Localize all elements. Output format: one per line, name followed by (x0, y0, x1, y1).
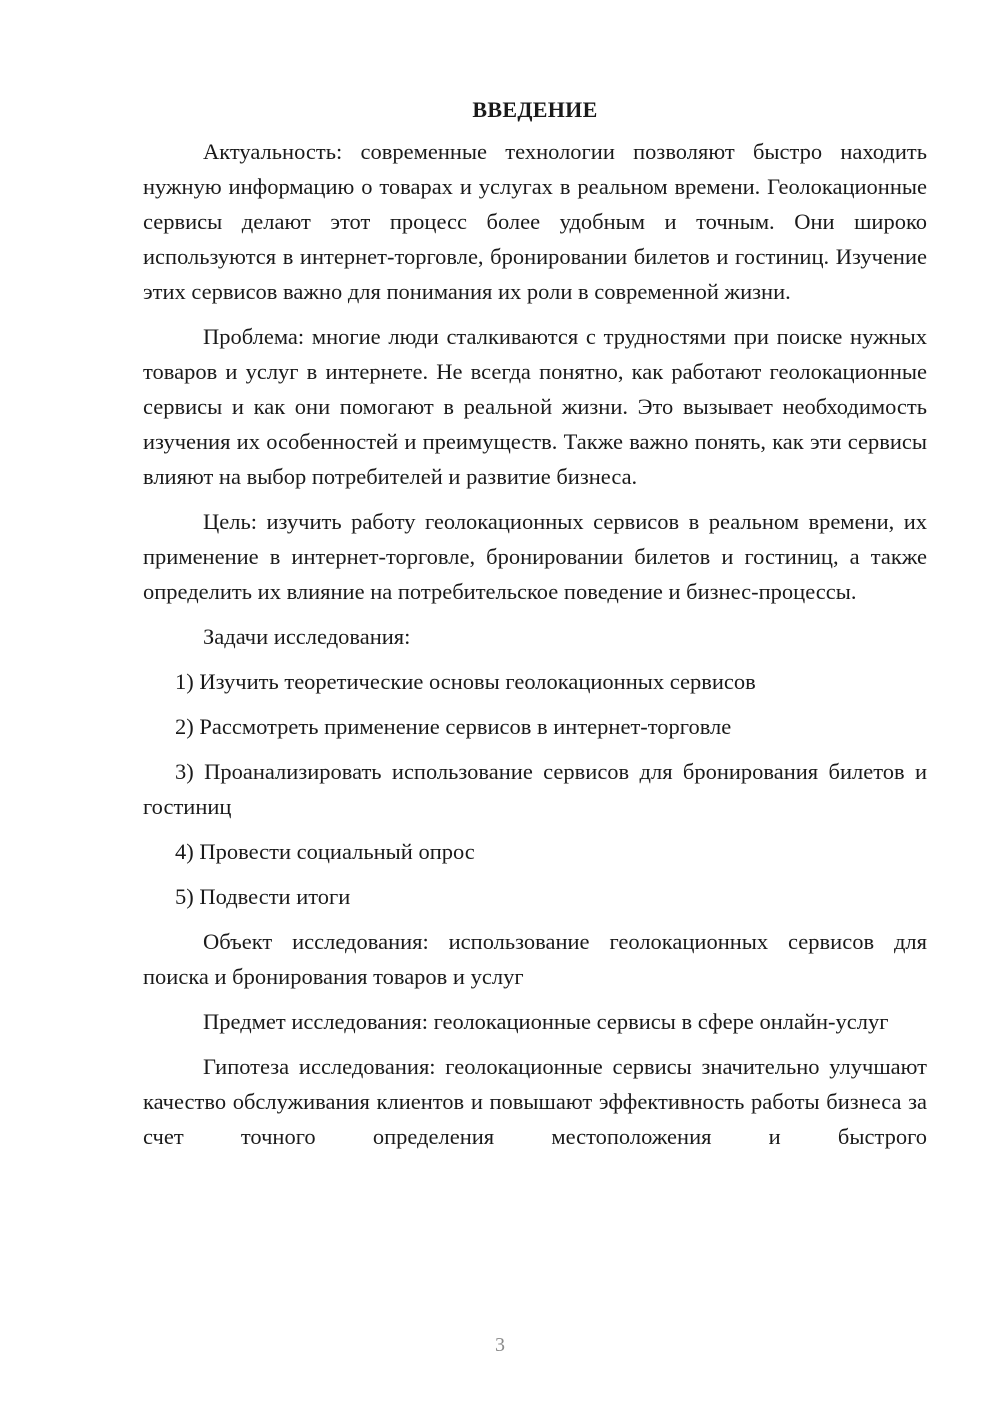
page-number: 3 (495, 1334, 505, 1356)
task-item: 2) Рассмотреть применение сервисов в интернет-торговле (175, 714, 732, 739)
document-page (143, 92, 927, 1164)
paragraph-tasks-intro: Задачи исследования: (203, 624, 411, 649)
section-heading: ВВЕДЕНИЕ (472, 97, 598, 122)
task-item: 3) Проанализировать использование сервисов для бронирования билетов и гостиниц (143, 759, 927, 819)
paragraph-goal: Цель: изучить работу геолокационных сервисов в реальном времени, их применение в интернет-торговле, бронировании билетов и гостиниц, а также определить их влияние на потребительское поведение и бизнес-процессы. (143, 509, 927, 604)
paragraph-relevance: Актуальность: современные технологии позволяют быстро находить нужную информацию о товарах и услугах в реальном времени. Геолокационные сервисы делают этот процесс более удобным и точным. Они широко используются в интернет-торговле, бронировании билетов и гостиниц. Изучение этих сервисов важно для понимания их роли в современной жизни. (143, 139, 927, 304)
task-item: 1) Изучить теоретические основы геолокационных сервисов (175, 669, 756, 694)
paragraph-object: Объект исследования: использование геолокационных сервисов для поиска и бронирования товаров и услуг (143, 929, 927, 989)
paragraph-subject: Предмет исследования: геолокационные сервисы в сфере онлайн-услуг (203, 1009, 889, 1034)
paragraph-problem: Проблема: многие люди сталкиваются с трудностями при поиске нужных товаров и услуг в интернете. Не всегда понятно, как работают геолокационные сервисы и как они помогают в реальной жизни. Это вызывает необходимость изучения их особенностей и преимуществ. Также важно понять, как эти сервисы влияют на выбор потребителей и развитие бизнеса. (143, 324, 927, 489)
task-item: 4) Провести социальный опрос (175, 839, 475, 864)
task-item: 5) Подвести итоги (175, 884, 351, 909)
paragraph-hypothesis: Гипотеза исследования: геолокационные сервисы значительно улучшают качество обслуживания клиентов и повышают эффективность работы бизнеса за счет точного определения местоположения и быстрого (143, 1054, 927, 1149)
